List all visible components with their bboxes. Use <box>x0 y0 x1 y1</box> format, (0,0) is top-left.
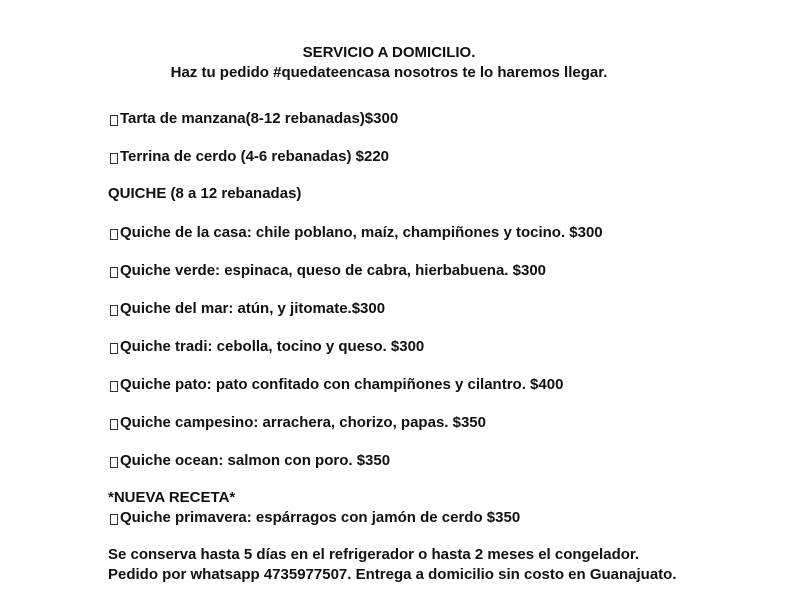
checkbox-icon <box>110 115 118 126</box>
menu-item-quiche-ocean <box>108 452 390 470</box>
checkbox-icon <box>110 267 118 278</box>
checkbox-icon <box>110 343 118 354</box>
menu-item-tarta <box>108 110 398 128</box>
quiche-heading: QUICHE (8 a 12 rebanadas) <box>108 185 302 202</box>
page-subtitle: Haz tu pedido #quedateencasa nosotros te lo haremos llegar. <box>170 64 608 81</box>
menu-item-quiche-campesino <box>108 414 486 432</box>
checkbox-icon <box>110 514 118 525</box>
menu-item-label: Quiche campesino: arrachera, chorizo, papas. $350 <box>120 414 486 431</box>
menu-item-quiche-casa <box>108 224 603 242</box>
checkbox-icon <box>110 381 118 392</box>
menu-item-quiche-pato <box>108 376 563 394</box>
new-recipe-heading: *NUEVA RECETA* <box>108 489 236 506</box>
footer-storage-note: Se conserva hasta 5 días en el refrigerador o hasta 2 meses el congelador. <box>108 546 640 563</box>
menu-item-label: Quiche del mar: atún, y jitomate.$300 <box>120 300 386 317</box>
page-title: SERVICIO A DOMICILIO. <box>302 44 476 61</box>
menu-item-label: Terrina de cerdo (4-6 rebanadas) $220 <box>120 148 390 165</box>
checkbox-icon <box>110 457 118 468</box>
menu-item-label: Quiche tradi: cebolla, tocino y queso. $300 <box>120 338 425 355</box>
checkbox-icon <box>110 419 118 430</box>
menu-item-terrina <box>108 148 389 166</box>
menu-item-quiche-verde <box>108 262 546 280</box>
checkbox-icon <box>110 229 118 240</box>
menu-item-quiche-primavera <box>108 509 520 527</box>
menu-item-quiche-mar <box>108 300 385 318</box>
menu-item-quiche-tradi <box>108 338 424 356</box>
menu-item-label: Quiche primavera: espárragos con jamón de cerdo $350 <box>120 509 521 526</box>
footer-order-note: Pedido por whatsapp 4735977507. Entrega a domicilio sin costo en Guanajuato. <box>108 566 677 583</box>
menu-item-label: Quiche ocean: salmon con poro. $350 <box>120 452 391 469</box>
checkbox-icon <box>110 153 118 164</box>
menu-item-label: Quiche pato: pato confitado con champiñones y cilantro. $400 <box>120 376 564 393</box>
menu-item-label: Quiche verde: espinaca, queso de cabra, hierbabuena. $300 <box>120 262 547 279</box>
menu-item-label: Tarta de manzana(8-12 rebanadas)$300 <box>120 110 399 127</box>
checkbox-icon <box>110 305 118 316</box>
menu-item-label: Quiche de la casa: chile poblano, maíz, champiñones y tocino. $300 <box>120 224 603 241</box>
